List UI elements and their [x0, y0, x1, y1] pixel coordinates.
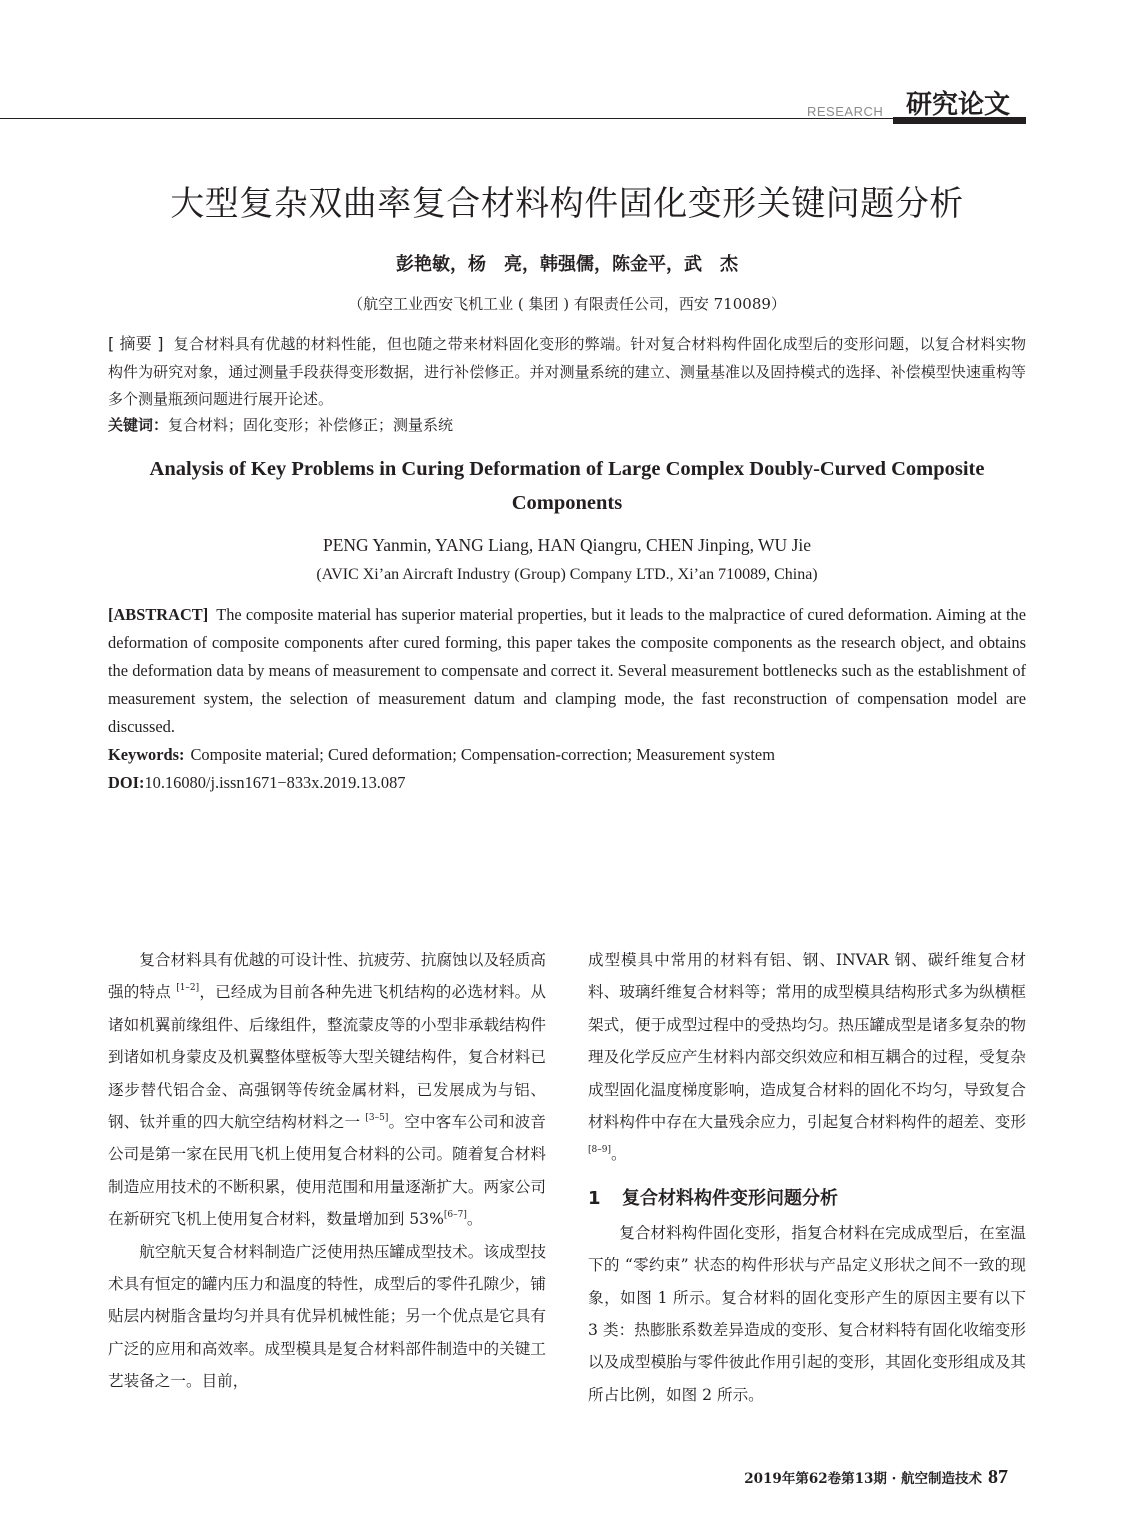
abstract-en-text: The composite material has superior material properties, but it leads to the malpractice of cured deformation. Aiming at the deformation of composite components after cured forming, this paper takes the composite components as the research object, and obtains the deformation data by means of measurement to compensate and correct it. Several measurement bottlenecks such as the establishment of measurement system, the selection of measurement datum and clamping mode, the fast reconstruction of compensation model are discussed.: [108, 605, 1026, 736]
body-text: 成型模具中常用的材料有铝、钢、INVAR 钢、碳纤维复合材料、玻璃纤维复合材料等；常用的成型模具结构形式多为纵横框架式，便于成型过程中的受热均匀。热压罐成型是诸多复杂的物理及化学反应产生材料内部交织效应和相互耦合的过程，受复杂成型固化温度梯度影响，造成复合材料的固化不均匀，导致复合材料构件中存在大量残余应力，引起复合材料构件的超差、变形: [588, 951, 1026, 1132]
body-text: ，已经成为目前各种先进飞机结构的必选材料。从诸如机翼前缘组件、后缘组件，整流蒙皮等的小型非承载结构件到诸如机身蒙皮及机翼整体壁板等大型关键结构件，复合材料已逐步替代铝合金、高强钢等传统金属材料，已发展成为与铝、钢、钛并重的四大航空结构材料之一: [108, 983, 546, 1132]
abstract-en-label: [ABSTRACT]: [108, 605, 209, 624]
section-label-en: RESEARCH: [807, 104, 884, 119]
citation[interactable]: [6–7]: [443, 1210, 467, 1221]
abstract-cn-label: [ 摘要 ]: [108, 334, 164, 353]
section-label-cn: 研究论文: [906, 90, 1011, 120]
authors-en: PENG Yanmin, YANG Liang, HAN Qiangru, CHEN Jinping, WU Jie: [322, 535, 812, 555]
section-heading: [588, 1185, 1026, 1213]
doi-label: DOI:: [108, 773, 145, 792]
citation[interactable]: [1–2]: [176, 983, 200, 994]
body-text: 。: [610, 1145, 627, 1164]
citation[interactable]: [3–5]: [365, 1113, 389, 1124]
affiliation-en: (AVIC Xi’an Aircraft Industry (Group) Company LTD., Xi’an 710089, China): [316, 566, 818, 583]
abstract-en: [108, 601, 1026, 741]
body-paragraph: [108, 944, 546, 1236]
keywords-en-label: Keywords:: [108, 745, 185, 764]
body-text: 。空中客车公司和波音公司是第一家在民用飞机上使用复合材料的公司。随着复合材料制造应用技术的不断积累，使用范围和用量逐渐扩大。两家公司在新研究飞机上使用复合材料，数量增加到 53%: [108, 1113, 546, 1229]
body-text: 。: [466, 1210, 483, 1229]
affiliation-cn: （航空工业西安飞机工业 ( 集团 ) 有限责任公司，西安 710089）: [348, 295, 786, 313]
body-paragraph: 航空航天复合材料制造广泛使用热压罐成型技术。该成型技术具有恒定的罐内压力和温度的特性，成型后的零件孔隙少，铺贴层内树脂含量均匀并具有优异机械性能；另一个优点是它具有广泛的应用和高效率。成型模具是复合材料部件制造中的关键工艺装备之一。目前，: [108, 1242, 546, 1391]
doi-link[interactable]: 10.16080/j.issn1671−833x.2019.13.087: [144, 773, 406, 792]
keywords-en-text: Composite material; Cured deformation; Compensation-correction; Measurement system: [190, 745, 775, 764]
keywords-cn-label: 关键词：: [108, 416, 169, 434]
body-paragraph: [588, 944, 1026, 1171]
body-column-right: [588, 944, 1026, 1411]
keywords-en: [108, 741, 1026, 769]
page-footer: [744, 1466, 1008, 1489]
keywords-cn: [108, 412, 1026, 439]
abstract-cn-text: 复合材料具有优越的材料性能，但也随之带来材料固化变形的弊端。针对复合材料构件固化成型后的变形问题，以复合材料实物构件为研究对象，通过测量手段获得变形数据，进行补偿修正。并对测量系统的建立、测量基准以及固持模式的选择、补偿模型快速重构等多个测量瓶颈问题进行展开论述。: [108, 335, 1026, 408]
authors-cn: 彭艳敏，杨 亮，韩强儒，陈金平，武 杰: [396, 254, 738, 275]
body-text: 复合材料具有优越的可设计性、抗疲劳、抗腐蚀以及轻质高强的特点: [108, 951, 546, 1002]
paper-title-en: Analysis of Key Problems in Curing Deformation of Large Complex Doubly-Curved Composite Components: [149, 458, 985, 514]
section-number: 1: [588, 1187, 601, 1209]
citation[interactable]: [8–9]: [588, 1145, 611, 1156]
journal-info: 2019年第62卷第13期 · 航空制造技术: [744, 1471, 982, 1487]
page-number: 87: [988, 1466, 1008, 1488]
section-title: 复合材料构件变形问题分析: [622, 1187, 838, 1209]
keywords-cn-text: 复合材料；固化变形；补偿修正；测量系统: [168, 416, 454, 434]
body-paragraph: 复合材料构件固化变形，指复合材料在完成成型后，在室温下的 “零约束” 状态的构件形状与产品定义形状之间不一致的现象，如图 1 所示。复合材料的固化变形产生的原因主要有以下 3 类：热膨胀系数差异造成的变形、复合材料特有固化收缩变形以及成型模胎与零件彼此作用引起的变形，其固化变形组成及其所占比例，如图 2 所示。: [588, 1223, 1026, 1404]
body-column-left: [108, 944, 546, 1398]
paper-title-cn: 大型复杂双曲率复合材料构件固化变形关键问题分析: [170, 184, 964, 224]
abstract-cn: [108, 330, 1026, 414]
doi: [108, 769, 1026, 797]
